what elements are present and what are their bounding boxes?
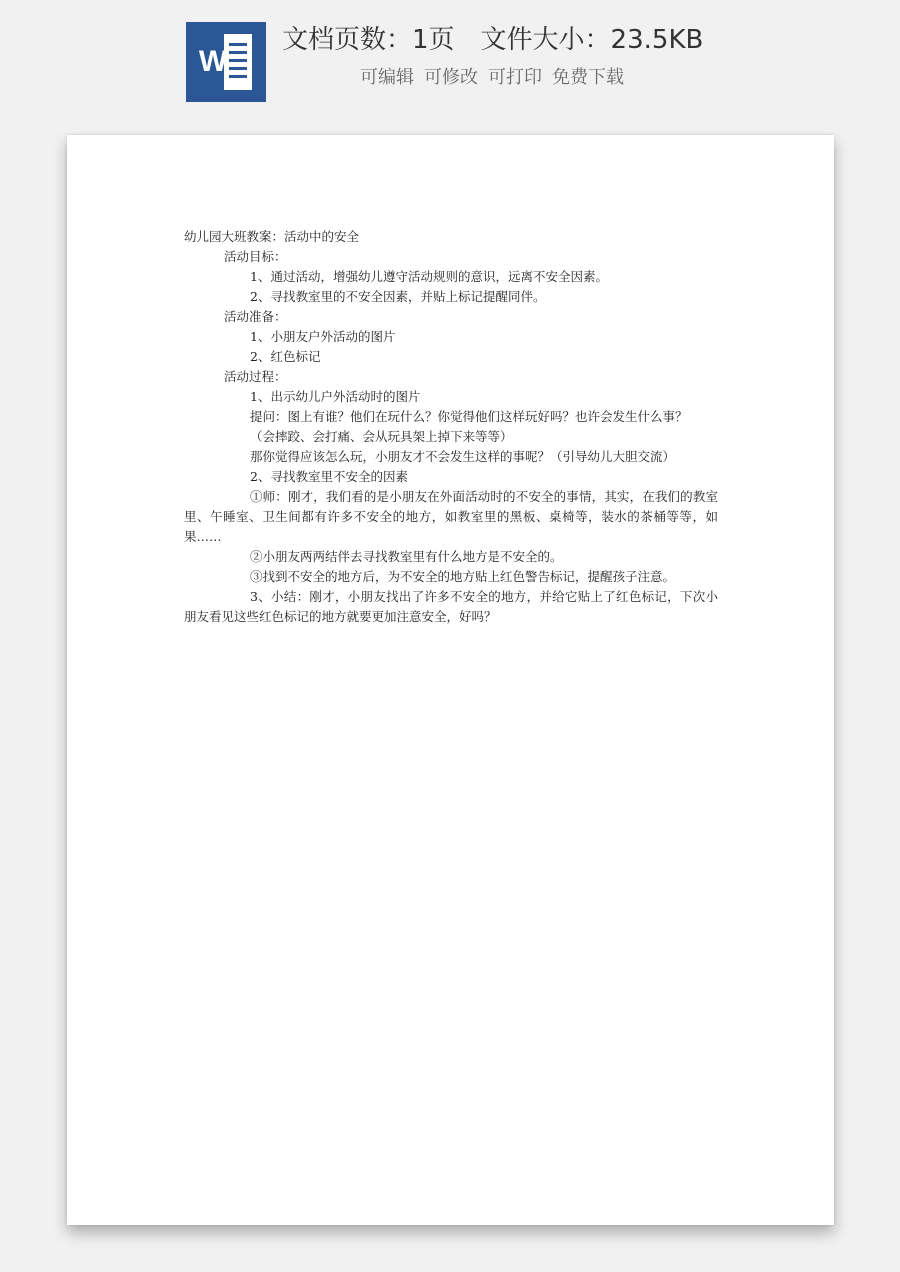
step-1-followup: 那你觉得应该怎么玩，小朋友才不会发生这样的事呢？（引导幼儿大胆交流） <box>250 449 676 464</box>
feature-modifiable: 可修改 <box>424 67 478 88</box>
step-2-a: ①师：刚才，我们看的是小朋友在外面活动时的不安全的事情，其实，在我们的教室里、午睡室、卫生间都有许多不安全的地方，如教室里的黑板、桌椅等，装水的茶桶等等，如果…… <box>184 489 718 544</box>
file-size: 文件大小：23.5KB <box>480 25 704 55</box>
feature-list <box>360 64 624 92</box>
feature-editable: 可编辑 <box>360 67 414 88</box>
document-title: 幼儿园大班教案：活动中的安全 <box>184 229 360 244</box>
step-3-summary: 3、小结：刚才，小朋友找出了许多不安全的地方，并给它贴上了红色标记，下次小朋友看见这些红色标记的地方就要更加注意安全，好吗？ <box>184 589 718 624</box>
step-1-answer: （会摔跤、会打痛、会从玩具架上掉下来等等） <box>250 429 513 444</box>
word-document-icon <box>186 22 266 102</box>
feature-printable: 可打印 <box>488 67 542 88</box>
document-page <box>67 135 834 1225</box>
feature-free-download: 免费下载 <box>552 67 624 88</box>
prep-heading: 活动准备： <box>224 309 287 324</box>
prep-item-1: 1、小朋友户外活动的图片 <box>250 329 396 344</box>
process-heading: 活动过程： <box>224 369 287 384</box>
step-1: 1、出示幼儿户外活动时的图片 <box>250 389 421 404</box>
step-2-c: ③找到不安全的地方后，为不安全的地方贴上红色警告标记，提醒孩子注意。 <box>250 569 676 584</box>
step-2: 2、寻找教室里不安全的因素 <box>250 469 408 484</box>
download-header <box>0 0 900 120</box>
goal-item-1: 1、通过活动，增强幼儿遵守活动规则的意识，远离不安全因素。 <box>250 269 608 284</box>
page-count: 文档页数：1页 <box>282 25 455 55</box>
goals-heading: 活动目标： <box>224 249 287 264</box>
document-body <box>184 227 718 627</box>
step-2-b: ②小朋友两两结伴去寻找教室里有什么地方是不安全的。 <box>250 549 563 564</box>
goal-item-2: 2、寻找教室里的不安全因素，并贴上标记提醒同伴。 <box>250 289 546 304</box>
file-meta-title <box>282 20 703 60</box>
step-1-question: 提问：图上有谁？他们在玩什么？你觉得他们这样玩好吗？也许会发生什么事？ <box>250 409 688 424</box>
prep-item-2: 2、红色标记 <box>250 349 321 364</box>
word-icon-letter: W <box>198 45 228 78</box>
